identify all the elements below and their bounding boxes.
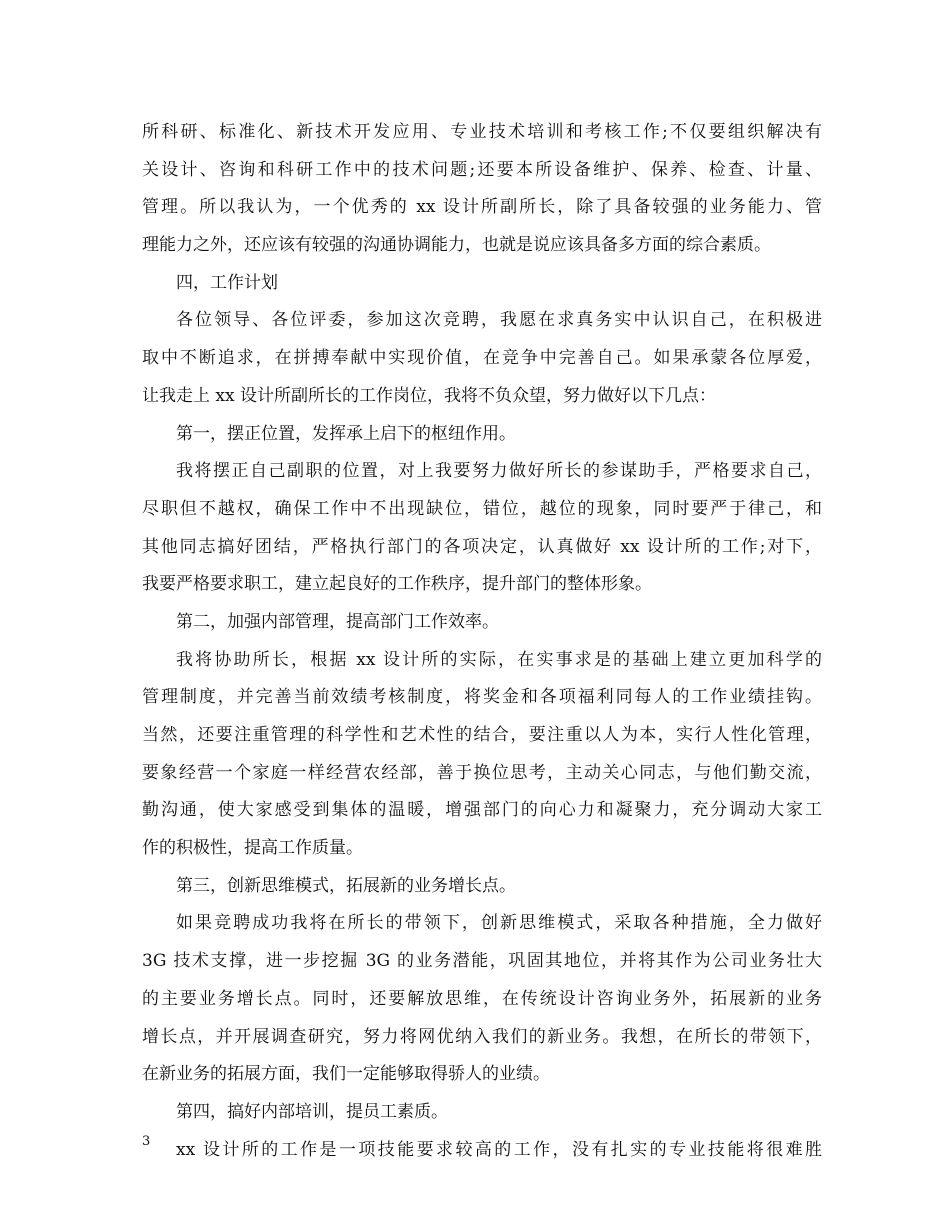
text-line: 所科研、标准化、新技术开发应用、专业技术培训和考核工作;不仅要组织解决有 (142, 122, 822, 142)
paragraph-first-line: 四，工作计划 (176, 272, 278, 293)
text-line: 我要严格要求职工，建立起良好的工作秩序，提升部门的整体形象。 (142, 574, 652, 595)
page-number: 3 (142, 1134, 151, 1149)
paragraph-first-line: 如果竞聘成功我将在所长的带领下，创新思维模式，采取各种措施，全力做好 (176, 913, 822, 934)
paragraph-first-line: 第二，加强内部管理，提高部门工作效率。 (176, 611, 499, 632)
text-line: 取中不断追求，在拼搏奉献中实现价值，在竞争中完善自己。如果承蒙各位厚爱， (142, 348, 822, 369)
text-line: 要象经营一个家庭一样经营农经部，善于换位思考，主动关心同志，与他们勤交流， (142, 762, 822, 783)
text-line: 让我走上 xx 设计所副所长的工作岗位，我将不负众望，努力做好以下几点： (142, 385, 716, 406)
text-line: 其他同志搞好团结，严格执行部门的各项决定，认真做好 xx 设计所的工作;对下， (142, 536, 822, 557)
text-line: 尽职但不越权，确保工作中不出现缺位，错位，越位的现象，同时要严于律己，和 (142, 498, 822, 519)
text-line: 理能力之外，还应该有较强的沟通协调能力，也就是说应该具备多方面的综合素质。 (142, 235, 771, 256)
document-body (142, 114, 822, 1169)
text-line: 的主要业务增长点。同时，还要解放思维，在传统设计咨询业务外，拓展新的业务 (142, 988, 822, 1009)
text-line: 在新业务的拓展方面，我们一定能够取得骄人的业绩。 (142, 1064, 550, 1085)
paragraph-first-line: 第三，创新思维模式，拓展新的业务增长点。 (176, 875, 516, 896)
text-line: 管理。所以我认为，一个优秀的 xx 设计所副所长，除了具备较强的业务能力、管 (142, 197, 822, 218)
text-line: 当然，还要注重管理的科学性和艺术性的结合，要注重以人为本，实行人性化管理， (142, 725, 822, 745)
text-line: 作的积极性，提高工作质量。 (142, 838, 363, 859)
paragraph-first-line: 我将协助所长，根据 xx 设计所的实际，在实事求是的基础上建立更加科学的 (176, 649, 822, 670)
paragraph-first-line: 第一，摆正位置，发挥承上启下的枢纽作用。 (176, 423, 516, 444)
paragraph-first-line: 第四，搞好内部培训，提员工素质。 (176, 1101, 448, 1122)
paragraph-first-line: xx 设计所的工作是一项技能要求较高的工作，没有扎实的专业技能将很难胜 (176, 1139, 822, 1160)
text-line: 3G 技术支撑，进一步挖掘 3G 的业务潜能，巩固其地位，并将其作为公司业务壮大 (142, 951, 822, 972)
text-line: 勤沟通，使大家感受到集体的温暖，增强部门的向心力和凝聚力，充分调动大家工 (142, 800, 822, 821)
paragraph-first-line: 我将摆正自己副职的位置，对上我要努力做好所长的参谋助手，严格要求自己， (176, 461, 822, 482)
text-line: 关设计、咨询和科研工作中的技术问题;还要本所设备维护、保养、检查、计量、 (142, 159, 822, 180)
paragraph-first-line: 各位领导、各位评委，参加这次竞聘，我愿在求真务实中认识自己，在积极进 (176, 310, 822, 331)
text-line: 增长点，并开展调查研究，努力将网优纳入我们的新业务。我想，在所长的带领下， (142, 1026, 822, 1047)
text-line: 管理制度，并完善当前效绩考核制度，将奖金和各项福利同每人的工作业绩挂钩。 (142, 687, 822, 708)
